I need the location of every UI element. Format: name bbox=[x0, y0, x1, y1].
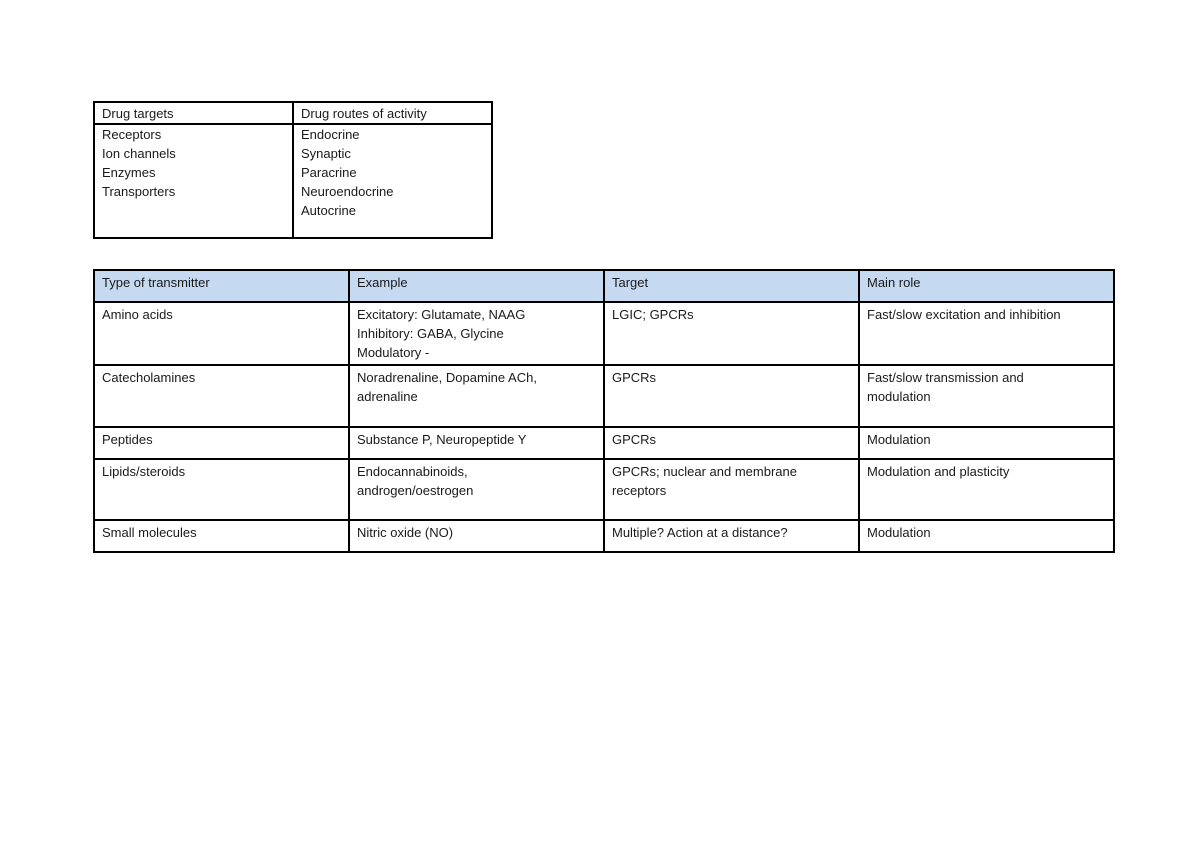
example-cell bbox=[349, 427, 604, 459]
table-row bbox=[94, 124, 492, 238]
type-cell: Amino acids bbox=[94, 302, 349, 365]
cell-line: Nitric oxide (NO) bbox=[357, 525, 454, 540]
cell-line: Endocannabinoids, bbox=[357, 464, 468, 479]
cell-line: GPCRs; nuclear and membrane bbox=[612, 464, 797, 479]
example-cell bbox=[349, 520, 604, 552]
list-item: Receptors bbox=[102, 127, 162, 142]
list-item: Synaptic bbox=[301, 146, 351, 161]
list-item: Enzymes bbox=[102, 165, 156, 180]
role-cell bbox=[859, 302, 1114, 365]
cell-line: Modulatory - bbox=[357, 345, 430, 360]
target-cell bbox=[604, 459, 859, 520]
cell-line: Inhibitory: GABA, Glycine bbox=[357, 326, 504, 341]
table-row bbox=[94, 520, 1114, 552]
drug-routes-cell bbox=[293, 124, 492, 238]
drug-targets-table bbox=[93, 101, 493, 239]
role-cell bbox=[859, 365, 1114, 427]
target-cell bbox=[604, 365, 859, 427]
cell-line: Modulation bbox=[867, 525, 931, 540]
header-drug-targets: Drug targets bbox=[94, 102, 293, 124]
cell-line: adrenaline bbox=[357, 389, 418, 404]
header-drug-routes: Drug routes of activity bbox=[293, 102, 492, 124]
drug-targets-cell bbox=[94, 124, 293, 238]
cell-line: modulation bbox=[867, 389, 931, 404]
cell-line: Noradrenaline, Dopamine ACh, bbox=[357, 370, 537, 385]
header-example: Example bbox=[349, 270, 604, 302]
type-cell: Small molecules bbox=[94, 520, 349, 552]
target-cell bbox=[604, 302, 859, 365]
transmitters-table bbox=[93, 269, 1115, 553]
cell-line: Excitatory: Glutamate, NAAG bbox=[357, 307, 526, 322]
type-cell: Catecholamines bbox=[94, 365, 349, 427]
table-header-row bbox=[94, 102, 492, 124]
list-item: Neuroendocrine bbox=[301, 184, 394, 199]
table-header-row bbox=[94, 270, 1114, 302]
table-row bbox=[94, 459, 1114, 520]
cell-line: GPCRs bbox=[612, 432, 657, 447]
cell-line: Fast/slow excitation and inhibition bbox=[867, 307, 1061, 322]
type-cell: Lipids/steroids bbox=[94, 459, 349, 520]
header-main-role: Main role bbox=[859, 270, 1114, 302]
type-cell: Peptides bbox=[94, 427, 349, 459]
role-cell bbox=[859, 520, 1114, 552]
cell-line: Modulation bbox=[867, 432, 931, 447]
cell-line: Multiple? Action at a distance? bbox=[612, 525, 788, 540]
cell-line: GPCRs bbox=[612, 370, 657, 385]
header-target: Target bbox=[604, 270, 859, 302]
cell-line: Modulation and plasticity bbox=[867, 464, 1010, 479]
target-cell bbox=[604, 427, 859, 459]
cell-line: LGIC; GPCRs bbox=[612, 307, 694, 322]
target-cell bbox=[604, 520, 859, 552]
header-type: Type of transmitter bbox=[94, 270, 349, 302]
cell-line: Fast/slow transmission and bbox=[867, 370, 1024, 385]
role-cell bbox=[859, 427, 1114, 459]
list-item: Autocrine bbox=[301, 203, 356, 218]
cell-line: androgen/oestrogen bbox=[357, 483, 474, 498]
example-cell bbox=[349, 365, 604, 427]
table-row bbox=[94, 302, 1114, 365]
list-item: Paracrine bbox=[301, 165, 357, 180]
example-cell bbox=[349, 302, 604, 365]
cell-line: Substance P, Neuropeptide Y bbox=[357, 432, 527, 447]
role-cell bbox=[859, 459, 1114, 520]
table-row bbox=[94, 427, 1114, 459]
table-row bbox=[94, 365, 1114, 427]
list-item: Transporters bbox=[102, 184, 176, 199]
cell-line: receptors bbox=[612, 483, 667, 498]
example-cell bbox=[349, 459, 604, 520]
list-item: Endocrine bbox=[301, 127, 360, 142]
list-item: Ion channels bbox=[102, 146, 176, 161]
